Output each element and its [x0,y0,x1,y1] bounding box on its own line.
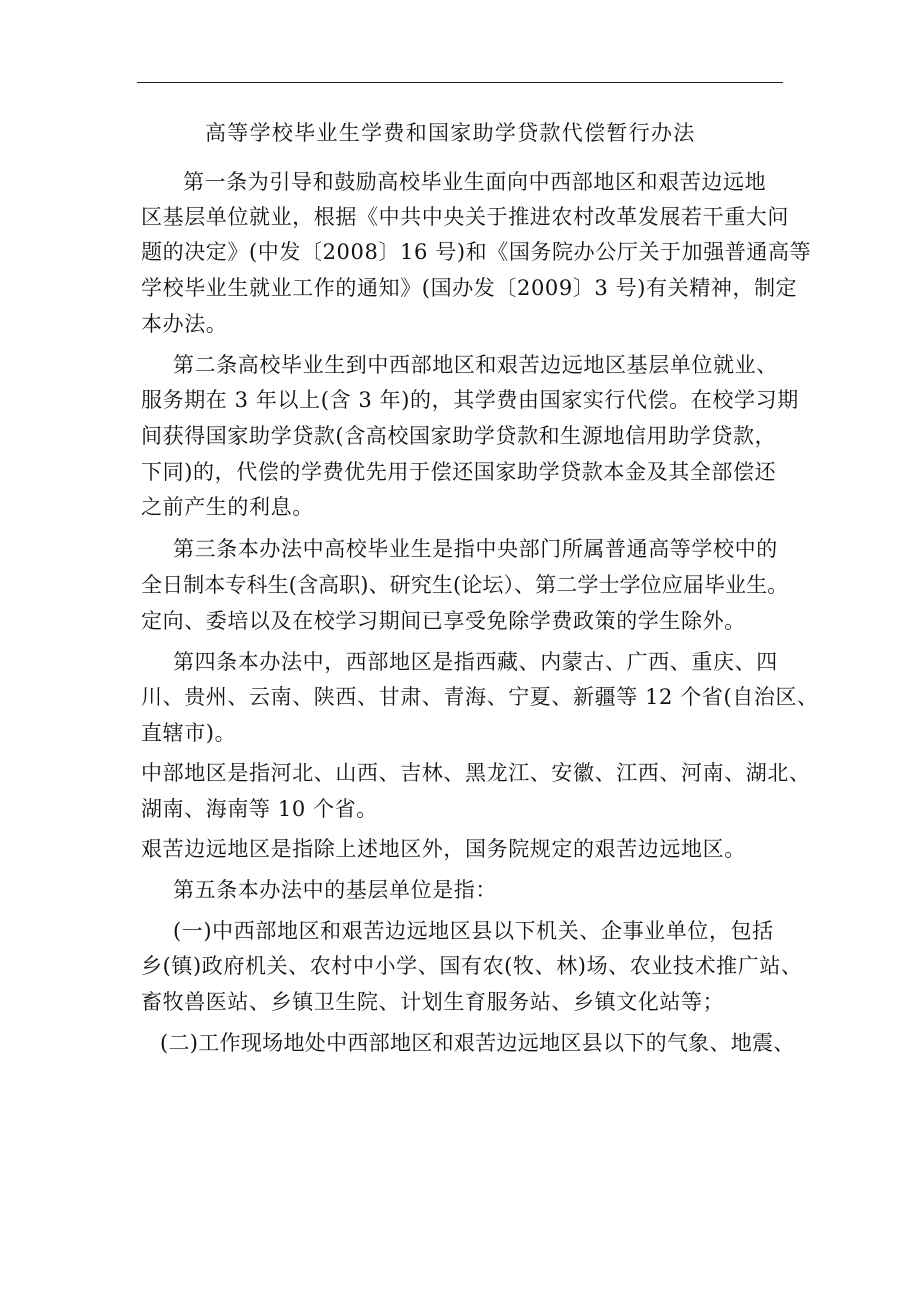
article-4-line-3: 直辖市)。 [141,721,237,745]
remote-region-line: 艰苦边远地区是指除上述地区外，国务院规定的艰苦边远地区。 [141,837,746,861]
article-2-line-5: 之前产生的利息。 [141,495,314,519]
article-1-line-3: 题的决定》(中发〔2008〕16 号)和《国务院办公厅关于加强普通高等 [141,240,812,264]
article-2-line-2: 服务期在 3 年以上(含 3 年)的，其学费由国家实行代偿。在校学习期 [141,388,799,412]
article-4-line-1: 第四条本办法中，西部地区是指西藏、内蒙古、广西、重庆、四 [173,650,778,674]
central-region-line-2: 湖南、海南等 10 个省。 [141,797,378,821]
article-1-line-2: 区基层单位就业，根据《中共中央关于推进农村改革发展若干重大问 [141,205,789,229]
article-5-line-1: 第五条本办法中的基层单位是指： [173,878,497,902]
article-1-line-5: 本办法。 [141,312,228,336]
article-5-item-1-line-1: (一)中西部地区和艰苦边远地区县以下机关、企事业单位，包括 [173,919,774,943]
article-3-line-3: 定向、委培以及在校学习期间已享受免除学费政策的学生除外。 [141,609,746,633]
article-4-line-2: 川、贵州、云南、陕西、甘肃、青海、宁夏、新疆等 12 个省(自治区、 [141,685,819,709]
article-2-line-3: 间获得国家助学贷款(含高校国家助学贷款和生源地信用助学贷款， [141,424,777,448]
article-3-line-1: 第三条本办法中高校毕业生是指中央部门所属普通高等学校中的 [173,537,778,561]
article-3-line-2: 全日制本专科生(含高职)、研究生(论坛）、第二学士学位应届毕业生。 [141,573,789,597]
article-2-line-1: 第二条高校毕业生到中西部地区和艰苦边远地区基层单位就业、 [173,353,778,377]
article-5-item-1-line-3: 畜牧兽医站、乡镇卫生院、计划生育服务站、乡镇文化站等； [141,990,725,1014]
article-1-line-1: 第一条为引导和鼓励高校毕业生面向中西部地区和艰苦边远地 [183,170,767,194]
header-rule [137,82,783,83]
article-2-line-4: 下同)的，代偿的学费优先用于偿还国家助学贷款本金及其全部偿还 [141,460,777,484]
article-5-item-2-line-1: (二)工作现场地处中西部地区和艰苦边远地区县以下的气象、地震、 [160,1031,795,1055]
central-region-line-1: 中部地区是指河北、山西、吉林、黑龙江、安徽、江西、河南、湖北、 [141,761,811,785]
article-1-line-4: 学校毕业生就业工作的通知》(国办发〔2009〕3 号)有关精神，制定 [141,276,798,300]
document-title: 高等学校毕业生学费和国家助学贷款代偿暂行办法 [205,121,696,145]
article-5-item-1-line-2: 乡(镇)政府机关、农村中小学、国有农(牧、林)场、农业技术推广站、 [141,954,803,978]
